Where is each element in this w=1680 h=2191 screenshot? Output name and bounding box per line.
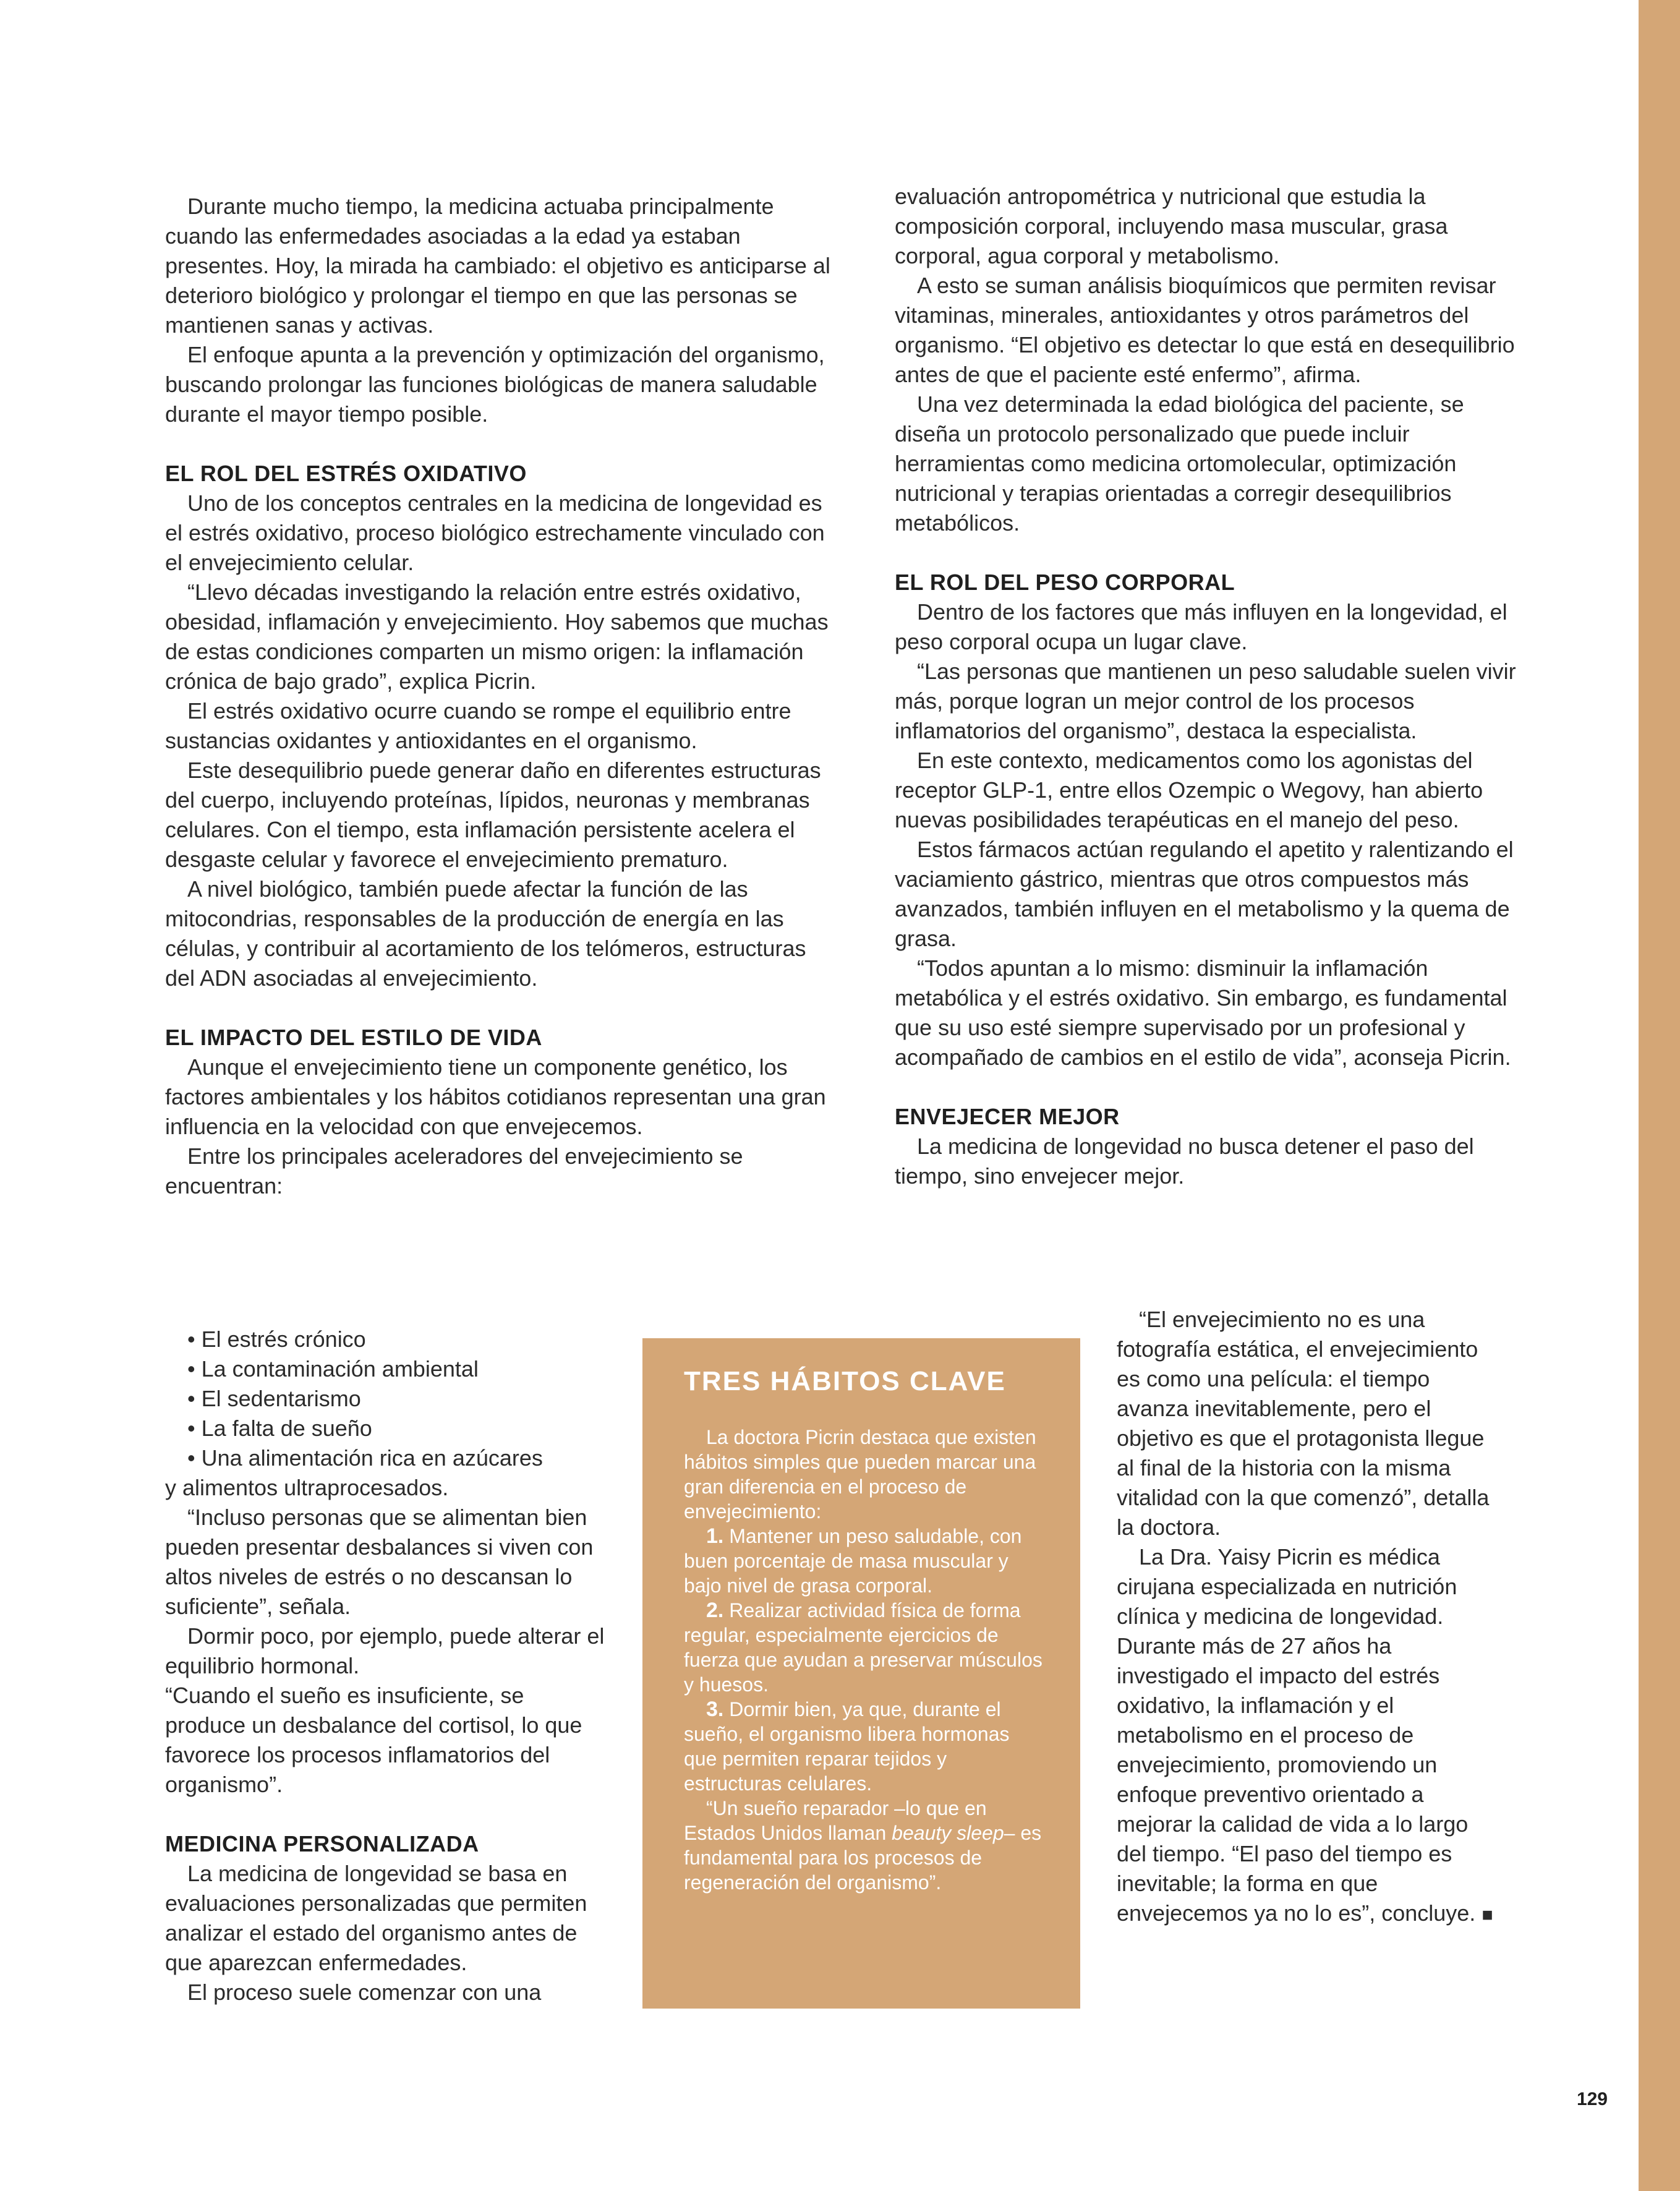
author-bio-text: La Dra. Yaisy Picrin es médica cirujana especializada en nutrición clínica y medicina de longevidad. Durante más de 27 años ha investigado el impacto del estrés oxidativo, la inflamación y el metabolismo en el proceso de envejecimiento, promoviendo un enfoque preventivo orientado a mejorar la calidad de vida a lo largo del tiempo. “El paso del tiempo es inevitable; la forma en que envejecemos ya no lo es”, concluye. [1117,1544,1476,1926]
list-item: • La contaminación ambiental [165,1354,610,1384]
accelerators-list [165,1325,610,1473]
habit-number: 2. [706,1599,724,1622]
list-item: • El sedentarismo [165,1384,610,1414]
quote-italic: beauty sleep [892,1822,1004,1844]
body-paragraph: El proceso suele comenzar con una [187,1980,542,2005]
body-paragraph: “Las personas que mantienen un peso saludable suelen vivir más, porque logran un mejor control de los procesos inflamatorios del organismo”, destaca la especialista. [895,659,1516,743]
body-paragraph: Aunque el envejecimiento tiene un componente genético, los factores ambientales y los hábitos cotidianos representan una gran influencia en la velocidad con que envejecemos. [165,1054,826,1139]
quote-end: – es fundamental para los procesos de regeneración del organismo”. [684,1822,1042,1894]
article-column-1-narrow [165,1325,610,2007]
quote-start: “Un sueño reparador –lo que en Estados Unidos llaman [684,1797,987,1844]
body-paragraph: Uno de los conceptos centrales en la medicina de longevidad es el estrés oxidativo, proceso biológico estrechamente vinculado con el envejecimiento celular. [165,490,825,575]
list-item: • El estrés crónico [165,1325,610,1354]
page-number: 129 [1576,2089,1608,2109]
body-paragraph: El estrés oxidativo ocurre cuando se rompe el equilibrio entre sustancias oxidantes y antioxidantes en el organismo. [165,698,791,753]
continued-paragraph: evaluación antropométrica y nutricional que estudia la composición corporal, incluyendo masa muscular, grasa corporal, agua corporal y metabolismo. [895,184,1448,268]
sidebar-habit-3 [684,1697,1044,1796]
body-paragraph: “Todos apuntan a lo mismo: disminuir la inflamación metabólica y el estrés oxidativo. Sin embargo, es fundamental que su uso esté siempre supervisado por un profesional y acompañado de cambios en el estilo de vida”, aconseja Picrin. [895,955,1511,1070]
body-paragraph: “Incluso personas que se alimentan bien pueden presentar desbalances si viven con altos niveles de estrés o no descansan lo suficiente”, señala. [165,1505,594,1619]
habit-text: Mantener un peso saludable, con buen porcentaje de masa muscular y bajo nivel de grasa corporal. [684,1525,1022,1597]
sidebar-quote [684,1796,1044,1895]
body-paragraph: Este desequilibrio puede generar daño en diferentes estructuras del cuerpo, incluyendo proteínas, lípidos, neuronas y membranas celulares. Con el tiempo, esta inflamación persistente acelera el desgaste celular y favorece el envejecimiento prematuro. [165,758,821,872]
body-paragraph: La medicina de longevidad no busca detener el paso del tiempo, sino envejecer mejor. [895,1134,1474,1189]
list-continuation: y alimentos ultraprocesados. [165,1475,449,1500]
page-edge-color-bar [1639,0,1680,2191]
habit-text: Realizar actividad física de forma regular, especialmente ejercicios de fuerza que ayudan a preservar músculos y huesos. [684,1599,1043,1696]
body-paragraph: La medicina de longevidad se basa en evaluaciones personalizadas que permiten analizar el estado del organismo antes de que aparezcan enfermedades. [165,1861,587,1975]
end-mark-icon: ■ [1482,1905,1493,1925]
article-column-3 [1117,1305,1500,1930]
body-paragraph: Dormir poco, por ejemplo, puede alterar el equilibrio hormonal. [165,1623,605,1678]
list-item: • Una alimentación rica en azúcares [165,1443,610,1473]
habit-number: 3. [706,1698,724,1721]
sidebar-habit-1 [684,1524,1044,1598]
section-heading-peso-corporal: EL ROL DEL PESO CORPORAL [895,570,1235,595]
quote-paragraph: “Cuando el sueño es insuficiente, se produce un desbalance del cortisol, lo que favorece los procesos inflamatorios del organismo”. [165,1683,582,1797]
body-paragraph: “Llevo décadas investigando la relación entre estrés oxidativo, obesidad, inflamación y envejecimiento. Hoy sabemos que muchas de estas condiciones comparten un mismo origen: la inflamación crónica de bajo grado”, explica Picrin. [165,579,829,694]
list-item: • La falta de sueño [165,1414,610,1443]
sidebar-intro: La doctora Picrin destaca que existen hábitos simples que pueden marcar una gran diferencia en el proceso de envejecimiento: [684,1426,1036,1523]
body-paragraph: A nivel biológico, también puede afectar la función de las mitocondrias, responsables de la producción de energía en las células, y contribuir al acortamiento de los telómeros, estructuras del ADN asociadas al envejecimiento. [165,876,806,991]
body-paragraph: A esto se suman análisis bioquímicos que permiten revisar vitaminas, minerales, antioxidantes y otros parámetros del organismo. “El objetivo es detectar lo que está en desequilibrio antes de que el paciente esté enfermo”, afirma. [895,273,1515,387]
body-paragraph: En este contexto, medicamentos como los agonistas del receptor GLP-1, entre ellos Ozempic o Wegovy, han abierto nuevas posibilidades terapéuticas en el manejo del peso. [895,748,1483,832]
section-heading-estres-oxidativo: EL ROL DEL ESTRÉS OXIDATIVO [165,461,527,486]
section-heading-medicina-personalizada: MEDICINA PERSONALIZADA [165,1831,479,1856]
body-paragraph: Entre los principales aceleradores del envejecimiento se encuentran: [165,1143,743,1198]
body-paragraph: Dentro de los factores que más influyen en la longevidad, el peso corporal ocupa un lugar clave. [895,599,1507,654]
quote-paragraph: “El envejecimiento no es una fotografía estática, el envejecimiento es como una película: el tiempo avanza inevitablemente, pero el objetivo es que el protagonista llegue al final de la historia con la misma vitalidad con la que comenzó”, detalla la doctora. [1117,1307,1490,1540]
section-heading-estilo-de-vida: EL IMPACTO DEL ESTILO DE VIDA [165,1025,542,1050]
body-paragraph: Estos fármacos actúan regulando el apetito y ralentizando el vaciamiento gástrico, mientras que otros compuestos más avanzados, también influyen en el metabolismo y la quema de grasa. [895,837,1514,951]
sidebar-title: TRES HÁBITOS CLAVE [684,1366,1006,1396]
sidebar-box-tres-habitos [642,1338,1080,2009]
intro-paragraph: El enfoque apunta a la prevención y optimización del organismo, buscando prolongar las funciones biológicas de manera saludable durante el mayor tiempo posible. [165,342,825,427]
author-bio-paragraph [1117,1542,1500,1930]
section-heading-envejecer-mejor: ENVEJECER MEJOR [895,1104,1120,1129]
sidebar-habit-2 [684,1598,1044,1697]
habit-text: Dormir bien, ya que, durante el sueño, el organismo libera hormonas que permiten reparar tejidos y estructuras celulares. [684,1698,1010,1795]
intro-paragraph: Durante mucho tiempo, la medicina actuaba principalmente cuando las enfermedades asociadas a la edad ya estaban presentes. Hoy, la mirada ha cambiado: el objetivo es anticiparse al deterioro biológico y prolongar el tiempo en que las personas se mantienen sanas y activas. [165,194,830,338]
body-paragraph: Una vez determinada la edad biológica del paciente, se diseña un protocolo personalizado que puede incluir herramientas como medicina ortomolecular, optimización nutricional y terapias orientadas a corregir desequilibrios metabólicos. [895,391,1464,536]
habit-number: 1. [706,1524,724,1548]
article-column-2 [895,182,1525,1191]
article-column-1 [165,192,837,1201]
